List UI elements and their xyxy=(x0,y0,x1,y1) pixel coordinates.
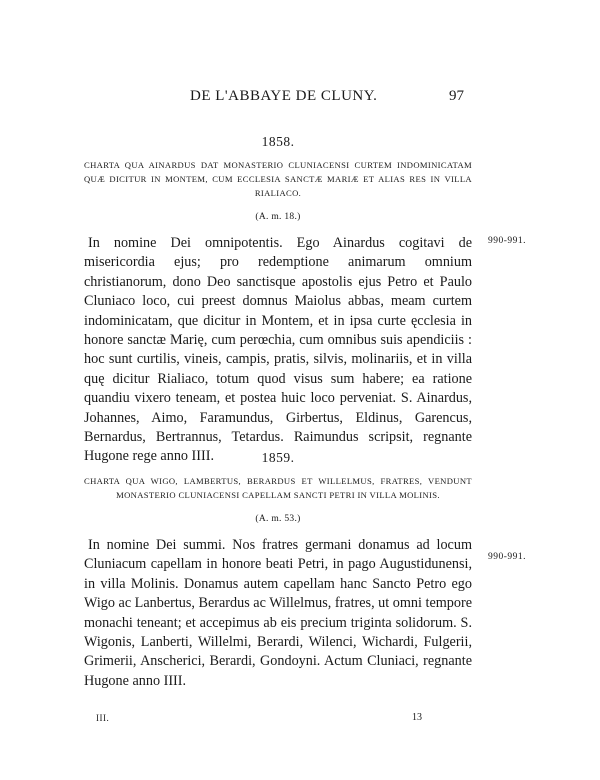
charter-title: CHARTA QUA AINARDUS DAT MONASTERIO CLUNIACENSI CURTEM INDOMINICATAM QUÆ DICITUR IN MONTEM, CUM ECCLESIA SANCTÆ MARIÆ ET ALIAS RES IN VILLA RIALIACO. xyxy=(84,160,472,198)
running-head: DE L'ABBAYE DE CLUNY. xyxy=(190,88,378,104)
charter-date-note: (A. m. 53.) xyxy=(255,514,301,524)
charter-body: In nomine Dei summi. Nos fratres germani donamus ad locum Cluniacum capellam in honore beati Petri, in pago Augustidunensi, in villa Molinis. Donamus autem capellam hanc Sancto Petro ego Wigo ac Lanbertus, Berardus ac Willelmus, fratres, ut omni tempore monachi teneant; et accepimus ab eis precium triginta solidorum. S. Wigonis, Lanberti, Willelmi, Berardi, Wilenci, Wichardi, Fulgerii, Grimerii, Anscherici, Berardi, Gondoyni. Actum Cluniaci, regnante Hugone anno IIII. xyxy=(84,537,472,689)
marginal-date: 990-991. xyxy=(488,236,527,246)
charter-title: CHARTA QUA WIGO, LAMBERTUS, BERARDUS ET WILLELMUS, FRATRES, VENDUNT MONASTERIO CLUNIACENSI CAPELLAM SANCTI PETRI IN VILLA MOLINIS. xyxy=(84,476,472,500)
marginal-date: 990-991. xyxy=(488,552,527,562)
page-number: 97 xyxy=(449,88,464,104)
charter-body: In nomine Dei omnipotentis. Ego Ainardus cogitavi de misericordia ejus; pro redemptione animarum omnium christianorum, dono Deo sanctisque apostolis ejus Petro et Paulo Cluniaco loco, cui preest domnus Maiolus abbas, meam curtem indominicatam, que dicitur in Montem, et in ipsa curte ęcclesia in honore sanctæ Marię, cum perœchia, cum omnibus suis apendiciis : hoc sunt curtilis, vineis, campis, pratis, silvis, molinariis, et in villa quę dicitur Rialiaco, totum quod visus sum habere; ea ratione quandiu vixero teneam, et postea huic loco perveniat. S. Ainardus, Johannes, Aimo, Faramundus, Girbertus, Eldinus, Garencus, Bernardus, Bertrannus, Tetardus. Raimundus scripsit, regnante Hugone rege anno IIII. xyxy=(84,235,472,465)
charter-number: 1859. xyxy=(261,450,295,465)
signature-mark: III. xyxy=(96,713,110,723)
sheet-number: 13 xyxy=(412,712,422,723)
charter-1858 xyxy=(84,134,472,467)
charter-date-note: (A. m. 18.) xyxy=(255,212,301,222)
charter-1859 xyxy=(84,450,472,691)
charter-number: 1858. xyxy=(261,134,295,149)
